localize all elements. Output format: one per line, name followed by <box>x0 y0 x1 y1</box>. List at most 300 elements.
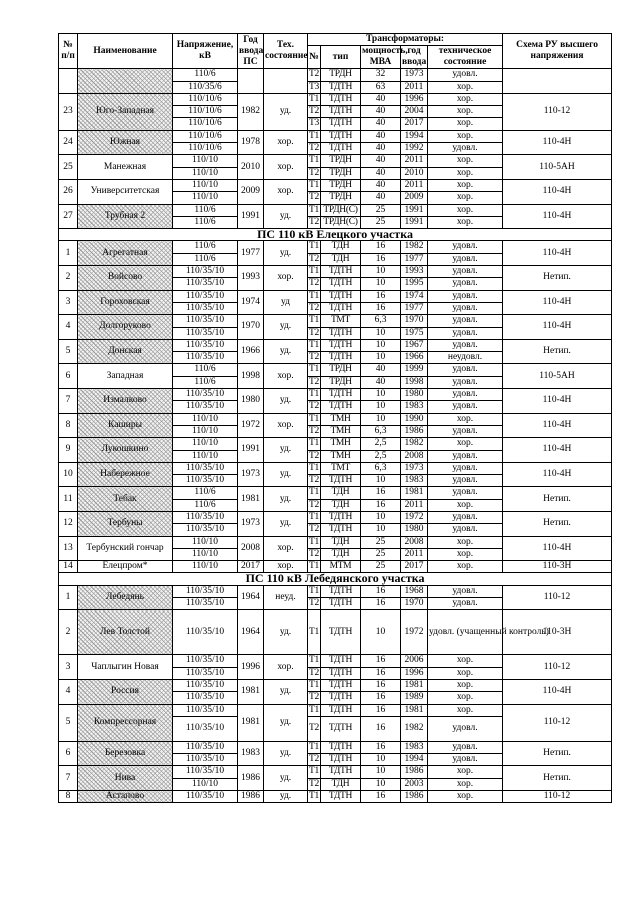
scheme-cell: Нетип. <box>503 511 612 536</box>
transformer-power: 10 <box>361 401 401 413</box>
substation-name <box>78 69 173 94</box>
transformer-state: удовл. <box>428 450 503 462</box>
voltage-cell: 110/10 <box>173 450 238 462</box>
transformer-year: 2008 <box>401 450 428 462</box>
voltage-cell: 110/6 <box>173 204 238 216</box>
table-row <box>59 266 612 278</box>
transformer-power: 6,3 <box>361 315 401 327</box>
voltage-cell: 110/35/10 <box>173 389 238 401</box>
transformer-num: Т2 <box>308 716 321 741</box>
transformer-state: удовл. <box>428 462 503 474</box>
transformer-power: 10 <box>361 524 401 536</box>
voltage-cell: 110/35/10 <box>173 401 238 413</box>
table-row <box>59 241 612 253</box>
transformer-state: хор. <box>428 204 503 216</box>
substation-num: 5 <box>59 339 78 364</box>
transformer-state: удовл. <box>428 327 503 339</box>
section-title-row <box>59 229 612 241</box>
transformer-num: Т1 <box>309 241 319 252</box>
substation-name: Южная <box>78 130 173 155</box>
transformer-power: 40 <box>361 118 401 130</box>
transformer-year: 1993 <box>401 266 428 278</box>
transformer-year: 2011 <box>401 179 428 191</box>
transformer-power: 10 <box>361 766 401 778</box>
substation-name: Войсово <box>78 266 173 291</box>
transformer-power: 10 <box>361 389 401 401</box>
transformer-power: 16 <box>361 679 401 691</box>
transformer-type: ТРДН(С) <box>321 204 361 216</box>
col-t-power-header: мощность, МВА <box>362 46 408 68</box>
transformer-type: ТДТН <box>321 143 361 155</box>
scheme-cell: 110-12 <box>503 655 612 680</box>
table-row <box>59 179 612 191</box>
transformer-power: 40 <box>361 364 401 376</box>
transformer-power: 16 <box>361 290 401 302</box>
substation-name: Лев Толстой <box>78 610 173 655</box>
transformer-type: ТДТН <box>321 716 361 741</box>
transformer-year: 1970 <box>401 315 428 327</box>
transformer-num: Т1 <box>309 655 319 666</box>
transformer-num: Т2 <box>309 425 319 436</box>
voltage-cell: 110/35/10 <box>173 302 238 314</box>
transformer-state: удовл. <box>428 389 503 401</box>
transformer-power: 10 <box>361 610 401 655</box>
substation-name: Чаплыгин Новая <box>78 655 173 680</box>
substation-num: 7 <box>59 766 78 791</box>
transformer-num: Т1 <box>309 93 319 104</box>
transformer-state: удовл. <box>428 754 503 766</box>
transformer-state: удовл. <box>428 241 503 253</box>
transformer-type: ТДН <box>321 499 361 511</box>
scheme-cell: 110-4Н <box>503 438 612 463</box>
transformer-year: 2010 <box>401 167 428 179</box>
tech-state-cell: уд. <box>264 741 308 766</box>
scheme-cell: 110-3Н <box>503 561 612 573</box>
transformer-num: Т2 <box>309 106 319 117</box>
voltage-cell: 110/35/10 <box>173 741 238 753</box>
transformer-year: 1980 <box>401 524 428 536</box>
transformer-year: 2011 <box>401 499 428 511</box>
transformer-state: удовл. <box>428 401 503 413</box>
transformer-state: удовл. <box>428 598 503 610</box>
transformer-state: хор. <box>428 548 503 560</box>
table-row <box>59 741 612 753</box>
scheme-cell: 110-5АН <box>503 364 612 389</box>
transformer-num: Т1 <box>308 610 321 655</box>
transformer-power: 25 <box>361 561 401 573</box>
transformer-type: ТДТН <box>321 655 361 667</box>
substation-num: 1 <box>59 585 78 610</box>
tech-state-cell: уд <box>264 290 308 315</box>
transformer-type: ТРДН <box>321 167 361 179</box>
voltage-cell: 110/35/10 <box>173 704 238 716</box>
transformer-state: удовл. <box>428 302 503 314</box>
transformer-num: Т1 <box>309 315 319 326</box>
transformer-type: ТДТН <box>321 598 361 610</box>
table-header <box>59 34 612 69</box>
transformer-year: 1974 <box>401 290 428 302</box>
transformer-num: Т2 <box>309 143 319 154</box>
substation-name: Университетская <box>78 179 173 204</box>
transformer-state: хор. <box>428 679 503 691</box>
substation-name: Нива <box>78 766 173 791</box>
scheme-cell: 110-12 <box>503 791 612 803</box>
transformer-state: удовл. <box>428 278 503 290</box>
transformer-power: 16 <box>361 585 401 597</box>
tech-state-cell: хор. <box>264 536 308 561</box>
tech-state-cell: уд. <box>264 204 308 229</box>
transformer-type: ТДТН <box>321 266 361 278</box>
transformer-year: 2017 <box>401 561 428 573</box>
table-row <box>59 339 612 351</box>
transformer-num: Т1 <box>309 585 319 596</box>
transformer-num: Т1 <box>309 704 319 715</box>
table-row <box>59 766 612 778</box>
transformer-year: 1973 <box>401 69 428 81</box>
substation-name: Лебедянь <box>78 585 173 610</box>
col-t-num-header: № <box>308 46 321 69</box>
voltage-cell: 110/10/6 <box>173 143 238 155</box>
table-row <box>59 155 612 167</box>
transformer-state: хор. <box>428 106 503 118</box>
voltage-cell: 110/10 <box>173 438 238 450</box>
transformer-num: Т2 <box>309 450 319 461</box>
transformer-type: ТМН <box>321 425 361 437</box>
transformer-num: Т1 <box>309 791 319 802</box>
transformer-type: ТДТН <box>321 791 361 803</box>
transformer-num: Т2 <box>309 216 319 227</box>
substation-name: Набережное <box>78 462 173 487</box>
transformer-state: хор. <box>428 692 503 704</box>
tech-state-cell <box>264 69 308 94</box>
transformer-state: удовл. (учащенный контроль) <box>428 610 503 655</box>
voltage-cell: 110/35/10 <box>173 352 238 364</box>
transformer-year: 1994 <box>401 754 428 766</box>
transformer-state: удовл. <box>428 585 503 597</box>
voltage-cell: 110/6 <box>173 499 238 511</box>
scheme-cell: 110-4Н <box>503 179 612 204</box>
year-cell: 1996 <box>238 655 264 680</box>
voltage-cell: 110/35/6 <box>173 81 238 93</box>
transformer-state: удовл. <box>428 315 503 327</box>
transformer-power: 10 <box>361 778 401 790</box>
table-row <box>59 610 612 655</box>
transformer-year: 2017 <box>401 118 428 130</box>
transformer-type: ТДТН <box>321 106 361 118</box>
substation-num: 2 <box>59 266 78 291</box>
transformer-type: ТДТН <box>321 585 361 597</box>
transformer-power: 10 <box>361 266 401 278</box>
tech-state-cell: хор. <box>264 413 308 438</box>
transformer-num: Т2 <box>309 376 319 387</box>
transformer-year: 1995 <box>401 278 428 290</box>
transformer-power: 40 <box>361 155 401 167</box>
transformer-type: ТДТН <box>321 741 361 753</box>
substation-num: 11 <box>59 487 78 512</box>
transformer-state: хор. <box>428 413 503 425</box>
substation-num: 27 <box>59 204 78 229</box>
tech-state-cell: хор. <box>264 364 308 389</box>
year-cell: 1986 <box>238 766 264 791</box>
voltage-cell: 110/10 <box>173 413 238 425</box>
transformer-power: 10 <box>361 352 401 364</box>
scheme-cell: 110-4Н <box>503 536 612 561</box>
transformer-type: ТРДН <box>321 376 361 388</box>
year-cell: 1983 <box>238 741 264 766</box>
table-row <box>59 536 612 548</box>
col-t-year-header: год ввода <box>402 46 427 68</box>
voltage-cell: 110/35/10 <box>173 655 238 667</box>
section-title: ПС 110 кВ Лебедянского участка <box>59 573 612 585</box>
transformer-state: хор. <box>428 791 503 803</box>
table-row <box>59 679 612 691</box>
transformer-state: хор. <box>428 667 503 679</box>
transformer-num: Т2 <box>309 69 319 80</box>
voltage-cell: 110/35/10 <box>173 585 238 597</box>
transformer-type: ТДТН <box>321 93 361 105</box>
transformer-type: ТМН <box>321 438 361 450</box>
transformer-state: удовл. <box>428 475 503 487</box>
tech-state-cell: хор. <box>264 130 308 155</box>
transformer-num: Т1 <box>309 536 319 547</box>
transformer-state: удовл. <box>428 290 503 302</box>
transformer-type: ТДТН <box>321 290 361 302</box>
transformer-num: Т2 <box>309 278 319 289</box>
voltage-cell: 110/6 <box>173 241 238 253</box>
substation-name: Измалково <box>78 389 173 414</box>
transformer-power: 40 <box>361 106 401 118</box>
voltage-cell: 110/35/10 <box>173 692 238 704</box>
col-name-header: Наименование <box>78 34 173 69</box>
year-cell: 1991 <box>238 438 264 463</box>
substation-num: 10 <box>59 462 78 487</box>
substation-name: Тербуны <box>78 511 173 536</box>
transformer-num: Т2 <box>309 499 319 510</box>
substation-name: Елецпром* <box>78 561 173 573</box>
year-cell: 1981 <box>238 679 264 704</box>
tech-state-cell: уд. <box>264 315 308 340</box>
transformer-num: Т1 <box>309 179 319 190</box>
transformer-num: Т1 <box>309 561 319 572</box>
transformer-year: 1972 <box>401 511 428 523</box>
transformer-type: ТДТН <box>321 679 361 691</box>
transformer-num: Т3 <box>309 81 319 92</box>
table-row <box>59 204 612 216</box>
transformer-type: ТДТН <box>321 610 361 655</box>
transformer-year: 1970 <box>401 598 428 610</box>
table-row <box>59 389 612 401</box>
table-row <box>59 413 612 425</box>
table-row <box>59 438 612 450</box>
year-cell: 1982 <box>238 93 264 130</box>
scheme-cell: 110-5АН <box>503 155 612 180</box>
transformer-type: ТДТН <box>321 278 361 290</box>
scheme-cell: Нетип. <box>503 741 612 766</box>
transformer-type: ТДТН <box>321 766 361 778</box>
substation-name: Агрегатная <box>78 241 173 266</box>
year-cell <box>238 69 264 94</box>
tech-state-cell: уд. <box>264 791 308 803</box>
year-cell: 1981 <box>238 704 264 741</box>
substation-name: Россия <box>78 679 173 704</box>
transformer-year: 1973 <box>401 462 428 474</box>
substation-name: Компрессорная <box>78 704 173 741</box>
transformer-type: МТМ <box>321 561 361 573</box>
voltage-cell: 110/35/10 <box>173 290 238 302</box>
transformer-state: хор. <box>428 704 503 716</box>
voltage-cell: 110/35/10 <box>173 462 238 474</box>
year-cell: 1981 <box>238 487 264 512</box>
voltage-cell: 110/35/10 <box>173 766 238 778</box>
transformer-type: ТРДН <box>321 364 361 376</box>
table-row <box>59 791 612 803</box>
transformer-year: 1982 <box>401 438 428 450</box>
transformer-year: 2006 <box>401 655 428 667</box>
transformer-power: 25 <box>361 536 401 548</box>
substation-name: Юго-Западная <box>78 93 173 130</box>
voltage-cell: 110/10 <box>173 155 238 167</box>
transformer-year: 1982 <box>401 241 428 253</box>
voltage-cell: 110/10 <box>173 192 238 204</box>
transformer-year: 1989 <box>401 692 428 704</box>
substation-name: Гороховская <box>78 290 173 315</box>
transformer-num: Т2 <box>309 548 319 559</box>
transformer-type: ТДТН <box>321 667 361 679</box>
voltage-cell: 110/10 <box>173 548 238 560</box>
substation-num: 14 <box>59 561 78 573</box>
transformer-state: удовл. <box>428 716 503 741</box>
voltage-cell: 110/6 <box>173 487 238 499</box>
col-t-state-header: техническое состояние <box>428 46 503 69</box>
year-cell: 2009 <box>238 179 264 204</box>
transformer-num: Т2 <box>309 253 319 264</box>
substation-num: 23 <box>59 93 78 130</box>
table-row <box>59 315 612 327</box>
transformer-year: 1983 <box>401 475 428 487</box>
table-row <box>59 69 612 81</box>
transformer-power: 16 <box>361 791 401 803</box>
transformer-state: удовл. <box>428 339 503 351</box>
transformer-power: 16 <box>361 716 401 741</box>
substation-num: 26 <box>59 179 78 204</box>
transformer-state: хор. <box>428 655 503 667</box>
voltage-cell: 110/35/10 <box>173 679 238 691</box>
substation-num: 8 <box>59 791 78 803</box>
transformer-num: Т1 <box>309 389 319 400</box>
transformer-state: удовл. <box>428 364 503 376</box>
transformer-power: 6,3 <box>361 462 401 474</box>
tech-state-cell: уд. <box>264 704 308 741</box>
voltage-cell: 110/35/10 <box>173 610 238 655</box>
transformer-year: 1996 <box>401 93 428 105</box>
transformer-num: Т2 <box>309 667 319 678</box>
transformer-power: 16 <box>361 487 401 499</box>
transformer-type: ТДН <box>321 536 361 548</box>
scheme-cell: 110-4Н <box>503 130 612 155</box>
transformer-year: 1990 <box>401 413 428 425</box>
substation-num: 24 <box>59 130 78 155</box>
transformer-power: 10 <box>361 413 401 425</box>
transformer-power: 10 <box>361 327 401 339</box>
transformer-power: 16 <box>361 499 401 511</box>
transformer-num: Т1 <box>309 130 319 141</box>
transformer-type: ТДТН <box>321 81 361 93</box>
year-cell: 1986 <box>238 791 264 803</box>
transformer-power: 40 <box>361 93 401 105</box>
table-row <box>59 487 612 499</box>
transformer-year: 1968 <box>401 585 428 597</box>
col-scheme-header: Схема РУ высшего напряжения <box>503 34 612 69</box>
tech-state-cell: уд. <box>264 766 308 791</box>
tech-state-cell: хор. <box>264 655 308 680</box>
substation-name: Каширы <box>78 413 173 438</box>
substation-num: 12 <box>59 511 78 536</box>
transformer-year: 1999 <box>401 364 428 376</box>
col-t-type-header: тип <box>321 46 361 69</box>
substation-num: 13 <box>59 536 78 561</box>
col-year-header: Год ввода ПС <box>238 34 264 69</box>
scheme-cell: 110-12 <box>503 704 612 741</box>
transformer-power: 16 <box>361 302 401 314</box>
year-cell: 1970 <box>238 315 264 340</box>
transformer-type: ТДТН <box>321 524 361 536</box>
transformer-power: 40 <box>361 376 401 388</box>
transformer-state: удовл. <box>428 425 503 437</box>
transformer-state: хор. <box>428 536 503 548</box>
substation-name: Манежная <box>78 155 173 180</box>
year-cell: 1972 <box>238 413 264 438</box>
transformer-state: удовл. <box>428 524 503 536</box>
voltage-cell: 110/6 <box>173 69 238 81</box>
transformer-type: ТДТН <box>321 118 361 130</box>
voltage-cell: 110/35/10 <box>173 339 238 351</box>
scheme-cell: 110-4Н <box>503 462 612 487</box>
scheme-cell: 110-4Н <box>503 679 612 704</box>
voltage-cell: 110/10 <box>173 179 238 191</box>
table-row <box>59 93 612 105</box>
substation-num: 3 <box>59 655 78 680</box>
table-row <box>59 130 612 142</box>
tech-state-cell: уд. <box>264 511 308 536</box>
transformer-year: 2009 <box>401 192 428 204</box>
transformer-power: 16 <box>361 253 401 265</box>
voltage-cell: 110/35/10 <box>173 475 238 487</box>
scheme-cell: 110-4Н <box>503 413 612 438</box>
table-row <box>59 462 612 474</box>
transformer-num: Т1 <box>309 204 319 215</box>
year-cell: 1974 <box>238 290 264 315</box>
transformer-type: ТДТН <box>321 130 361 142</box>
transformer-year: 1967 <box>401 339 428 351</box>
voltage-cell: 110/35/10 <box>173 315 238 327</box>
transformer-state: хор. <box>428 766 503 778</box>
tech-state-cell: уд. <box>264 438 308 463</box>
year-cell: 1964 <box>238 585 264 610</box>
voltage-cell: 110/6 <box>173 376 238 388</box>
transformer-state: хор. <box>428 93 503 105</box>
transformer-type: ТРДН <box>321 69 361 81</box>
transformer-num: Т1 <box>309 266 319 277</box>
tech-state-cell: хор. <box>264 561 308 573</box>
transformer-type: ТДТН <box>321 389 361 401</box>
tech-state-cell: хор. <box>264 155 308 180</box>
substation-name: Лукошкино <box>78 438 173 463</box>
substation-num: 9 <box>59 438 78 463</box>
transformer-num: Т2 <box>309 167 319 178</box>
substation-name: Астапово <box>78 791 173 803</box>
transformer-num: Т1 <box>309 438 319 449</box>
voltage-cell: 110/10/6 <box>173 130 238 142</box>
